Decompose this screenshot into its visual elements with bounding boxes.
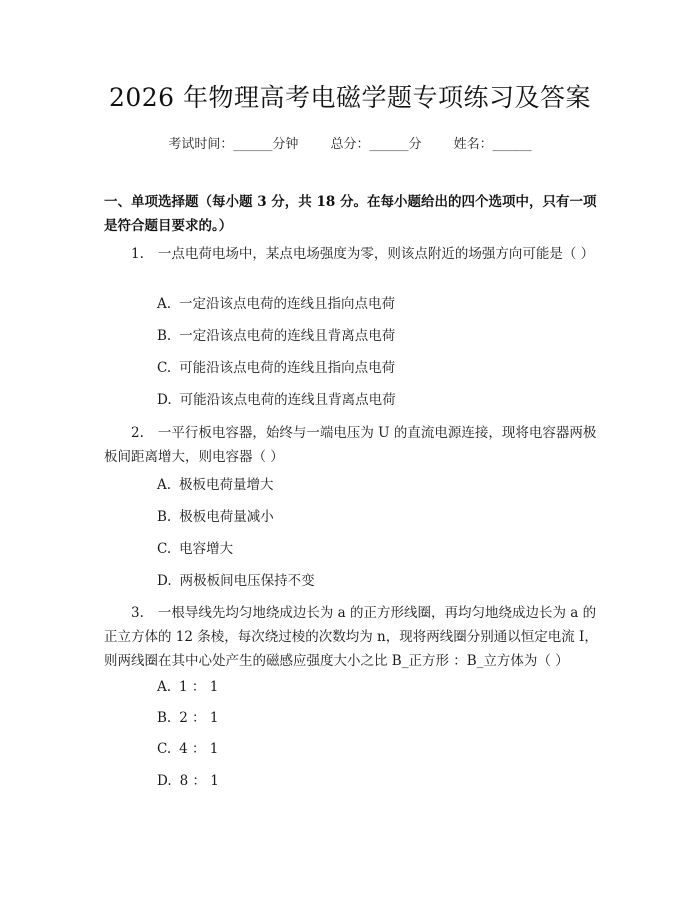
question-2-option-d <box>157 571 315 591</box>
exam-time-field: 考试时间：______分钟 <box>168 137 299 152</box>
option-text: 可能沿该点电荷的连线且背离点电荷 <box>179 392 396 408</box>
page-title: 2026 年物理高考电磁学题专项练习及答案 <box>108 83 592 112</box>
question-3-option-b <box>157 708 218 728</box>
option-text: 极板电荷量减小 <box>179 509 274 525</box>
option-letter: A. <box>157 296 172 312</box>
option-letter: B. <box>157 328 172 344</box>
question-1-option-b <box>157 326 395 346</box>
option-letter: D. <box>157 392 172 408</box>
question-text: 一点电荷电场中，某点电场强度为零，则该点附近的场强方向可能是（ ） <box>157 246 595 262</box>
question-2-option-c <box>157 539 233 559</box>
question-1-option-a <box>157 294 395 314</box>
option-letter: D. <box>157 573 172 589</box>
option-text: 极板电荷量增大 <box>179 477 274 493</box>
option-text: 一定沿该点电荷的连线且指向点电荷 <box>179 296 396 312</box>
question-3-stem <box>104 601 601 673</box>
option-text: 2 ： 1 <box>179 710 219 726</box>
option-letter: A. <box>157 679 172 695</box>
question-number: 3. <box>131 605 144 621</box>
section-heading: 一、单项选择题（每小题 3 分，共 18 分。在每小题给出的四个选项中，只有一项是符合题目要求的。） <box>104 194 597 234</box>
option-text: 一定沿该点电荷的连线且背离点电荷 <box>179 328 396 344</box>
option-letter: B. <box>157 509 172 525</box>
question-number: 1. <box>131 246 144 262</box>
question-text: 一根导线先均匀地绕成边长为 a 的正方形线圈，再均匀地绕成边长为 a 的正立方体的 12 条棱，每次绕过棱的次数均为 n，现将两线圈分别通以恒定电流 I，则两线圈在其中心处产生的磁感应强度大小之比 B_正方形 ：B_立方体为（ ） <box>104 605 598 669</box>
option-letter: A. <box>157 477 172 493</box>
option-text: 8 ： 1 <box>179 773 219 789</box>
question-3-option-d <box>157 771 219 791</box>
option-text: 4 ： 1 <box>179 741 219 757</box>
option-text: 可能沿该点电荷的连线且指向点电荷 <box>179 360 396 376</box>
option-letter: C. <box>157 741 172 757</box>
exam-info-row <box>0 133 700 152</box>
option-letter: D. <box>157 773 172 789</box>
option-letter: B. <box>157 710 172 726</box>
question-text: 一平行板电容器，始终与一端电压为 U 的直流电源连接，现将电容器两极板间距离增大，则电容器（ ） <box>104 425 597 465</box>
option-letter: C. <box>157 541 172 557</box>
question-3-option-a <box>157 677 218 697</box>
total-score-field: 总分：______分 <box>330 137 422 152</box>
question-2-option-a <box>157 475 274 495</box>
option-text: 电容增大 <box>179 541 234 557</box>
question-3-option-c <box>157 739 218 759</box>
question-2-stem <box>104 421 601 469</box>
option-text: 两极板间电压保持不变 <box>179 573 315 589</box>
question-2-option-b <box>157 507 274 527</box>
student-name-field: 姓名：______ <box>453 137 532 152</box>
option-letter: C. <box>157 360 172 376</box>
question-1-option-d <box>157 390 396 410</box>
question-1-stem <box>104 242 601 266</box>
question-1-option-c <box>157 358 395 378</box>
option-text: 1 ： 1 <box>179 679 219 695</box>
question-number: 2. <box>131 425 144 441</box>
